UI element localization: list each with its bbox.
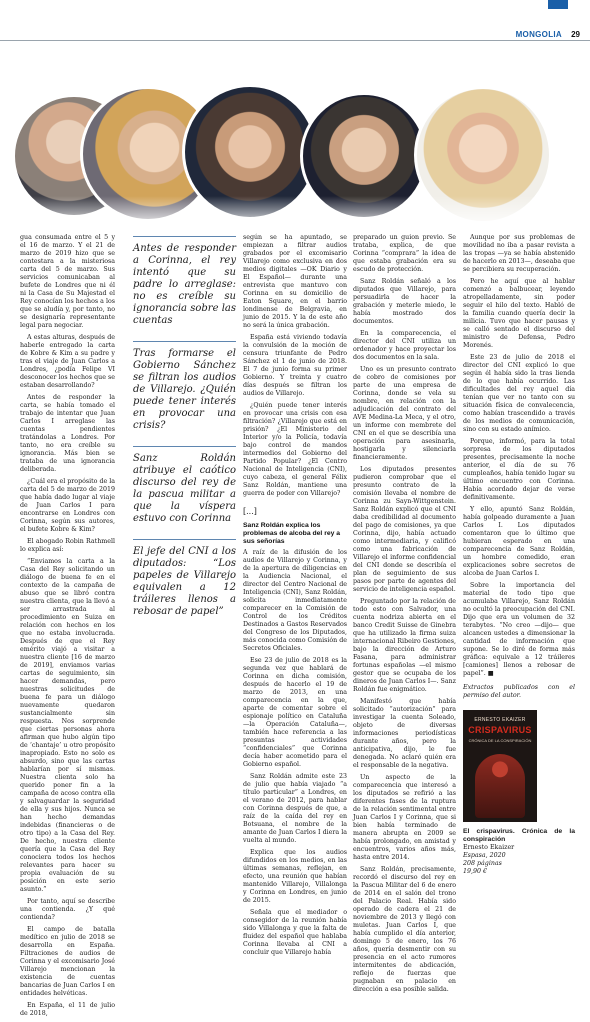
pull-quote-column <box>133 234 236 632</box>
book-cover-author: ERNESTO EKAIZER <box>474 717 526 723</box>
paragraph: Preguntado por la relación de todo esto con Salvador, una cuenta nodriza abierta en el banco Credit Suisse de Ginebra que ha utilizado la firma suiza internacional Ribeiro Gestiones, bajo la dirección de Arturo Fasana, para administrar fortunas españolas —el mismo gestor que se ocupaba de los dineros de Juan Carlos I—. Sanz Roldán fue enigmático. <box>353 598 456 693</box>
paragraph: Porque, informó, para la total sorpresa de los diputados presentes, precisamente la noche anterior, el día de su 76 cumpleaños, había tenido lugar su último encuentro con Corinna. Había acordado dejar de verse definitivamente. <box>463 438 575 501</box>
paragraph: gua consumada entre el 5 y el 16 de marzo. Y el 21 de marzo de 2019 hizo que se contestara a la misteriosa carta del 5 de marzo. Sus servicios comunicaban al bufete de Londres que ni él ni la Casa de Su Majestad el Rey conocían los hechos a los que se aludía y, por tanto, no se designaría representante legal para negociar. <box>20 234 115 329</box>
pull-quote: El jefe del CNI a los diputados: “Los papeles de Villarejo equivalen a 12 tráileres llenos a rebosar de papel” <box>133 539 236 618</box>
book-title: El crispavirus. Crónica de la conspiración <box>463 828 575 843</box>
article-column-5 <box>463 234 575 876</box>
paragraph: ¿Cuál era el propósito de la carta del 5 de marzo de 2019 que había dado lugar al viaje de Juan Carlos I para encontrarse en Londres con Corinna, según sus autores, el bufete Kobre & Kim? <box>20 478 116 533</box>
paragraph: Este 23 de julio de 2018 el director del CNI explicó lo que según él había sido la tras lienda de lo que había ocurrido. Las dificultades del rey aquel día tenían que ver no tanto con su situación física de convalecencia, como habían trascendido a través de los medios de comunicación, sino con su estado anímico. <box>463 354 575 433</box>
paragraph: Manifestó que había solicitado “autorización” para investigar la cuenta Soleado, objeto de diversas informaciones periodísticas durante años, pero la anticipativa, dijo, le fue denegada. No aclaró quién era el responsable de la negativa. <box>353 698 456 769</box>
paragraph: El campo de batalla medítico en julio de 2018 se desarrolla en España. Filtraciones de audios de Corinna y el excomisario José Villarejo mencionan la existencia de cuentas bancarias de Juan Carlos I en entidades helvéticas. <box>20 926 115 997</box>
book-cover-title: CRISPAVIRUS <box>468 725 532 735</box>
paragraph: Sanz Roldán, precisamente, recordó el discurso del rey en la Pascua Militar del 6 de enero de 2014 en el salón del trono del Palacio Real. Había sido operado de cadera el 21 de noviembre de 2013 y llegó con muletas. Juan Carlos I, que había cumplido el día anterior, domingo 5 de enero, los 76 años, quería desmentir con su presencia en el acto rumores intermitentes de abdicación, reflejo de fuerzas que pugnaban en palacio en dirección a esa posible salida. <box>353 866 456 993</box>
section-tag: MONGOLIA <box>515 30 562 39</box>
pull-quote: Sanz Roldán atribuye el caótico discurso del rey de la pascua militar a que la víspera estuvo con Corinna <box>133 446 236 525</box>
book-cover-subtitle: CRÓNICA DE LA CONSPIRACIÓN <box>468 738 532 743</box>
paragraph: España está viviendo todavía la convulsión de la moción de censura triunfante de Pedro Sánchez el 1 de junio de 2018. El 7 de junio forma su primer Gobierno. Y treinta y cuatro días después se filtran los audios de Villarejo. <box>243 334 347 397</box>
quote-paragraph: “Enviamos la carta a la Casa del Rey solicitando un diálogo de buena fe en el contexto de la campaña de abuso que se libró contra nuestra clienta, que la llevó a ser arrastrada al procedimiento en Suiza en relación con hechos en los que no estaba involucrada. Después de que el Rey emérito viajó a visitar a nuestra cliente [16 de marzo de 2019], enviamos varias cartas de seguimiento, sin hacer demandas, pero nuestras solicitudes de buena fe para un diálogo nuevamente quedaron sustancialmente sin respuesta. Nos sorprende que ciertas personas ahora afirman que hubo algún tipo de ‘chantaje’ u otro propósito inapropiado. Esto no solo es absurdo, sino que las cartas hablarían por sí mismas. Nuestra clienta solo ha querido poner fin a la campaña de acoso contra ella y salvaguardar la seguridad de ella y sus hijos. Nunca se han hecho demandas indebidas (financieras o de otro tipo) a la Casa del Rey. De hecho, nuestra cliente quería que la Casa del Rey conociera todos los hechos relevantes para hacer su propia evaluación de su posición en este serio asunto.” <box>20 558 115 893</box>
pull-quote: Antes de responder a Corinna, el rey intentó que su padre lo arreglase: no es creíble su ignorancia sobre las cuentas <box>133 236 236 327</box>
paragraph: Ese 23 de julio de 2018 es la segunda vez que hablará de Corinna en dicha comisión, después de hacerlo el 19 de marzo de 2013, en una comparecencia en la que, aparte de comentar sobre el espionaje político en Cataluña —la Operación Cataluña—, también hace referencia a las presuntas actividades “confidenciales” que Corinna decía haber acometido para el Gobierno español. <box>243 657 347 768</box>
paragraph: según se ha apuntado, se empiezan a filtrar audios grabados por el excomisario Villarejo como exclusiva en dos medios digitales —OK Diario y El Español— durante una entrevista que mantuvo con Corinna en su domicilio de Eaton Square, en el barrio londinense de Belgravia, en junio de 2015. Y la de este año no será la única grabación. <box>243 234 347 329</box>
paragraph: Por tanto, aquí se describe una contienda. ¿Y qué contienda? <box>20 898 115 921</box>
paragraph: Y ello, apuntó Sanz Roldán, había golpeado duramente a Juan Carlos I. Los diputados comentaron que lo último que hubieran esperado en una comparecencia de Sanz Roldán, un hombre comedido, eran explicaciones sobre secretos de alcoba de Juan Carlos I. <box>463 506 575 577</box>
paragraph: Un aspecto de la comparecencia que interesó a los diputados se refirió a las diferentes fases de la ruptura de la relación sentimental entre Juan Carlos I y Corinna, que si bien había terminado de manera abrupta en 2009 se había prolongado, en amistad y encuentros, varios años más, hasta entre 2014. <box>353 774 456 861</box>
page-header <box>0 0 590 41</box>
paragraph: Antes de responder la carta, se había tomado el trabajo de intentar que Juan Carlos I arreglase las cuentas pendientes tratándolas a Londres. Por tanto, no era creíble su ignorancia. Más bien se trataba de una ignorancia deliberada. <box>20 394 115 473</box>
page-number: 29 <box>571 30 580 39</box>
article-column-4 <box>353 234 456 998</box>
book-cover-figure <box>475 754 525 818</box>
portrait-strip <box>0 56 590 232</box>
header-accent-box <box>548 0 568 9</box>
paragraph: Sobre la importancia del material de todo tipo que acumulaba Villarejo, Sanz Roldán no ocultó la preocupación del CNI. Dijo que era un volumen de 32 terabytes. “No creo —dijo— que alcancen ustedes a dimensionar la cantidad de información que supone. Se lo diré de forma más gráfica: equivale a 12 tráileres [camiones] llenos a rebosar de papel”. ■ <box>463 582 575 677</box>
paragraph: En la comparecencia, el director del CNI utiliza un ordenador y hace proyectar los dos documentos en la sala. <box>353 330 456 361</box>
paragraph: Sanz Roldán señaló a los diputados que Villarejo, para persuadirla de hacer la grabación y meterle miedo, le había mostrado dos documentos. <box>353 278 456 325</box>
paragraph: Explica que los audios difundidos en los medios, en las últimas semanas, reflejan, en efecto, una reunión que habían mantenido Villarejo, Villalonga y Corinna en Londres, en junio de 2015. <box>243 849 347 904</box>
permission-credit: Extractos publicados con el permiso del autor. <box>463 684 575 699</box>
paragraph: El abogado Robin Rathmell lo explica así: <box>20 538 115 553</box>
book-cover <box>463 710 537 822</box>
paragraph: Aunque por sus problemas de movilidad no iba a pasar revista a las tropas —ya se había abstenido de hacerlo en 2013—, deseaba que se percibiera su recuperación. <box>463 234 575 273</box>
photo-fade <box>0 196 590 230</box>
paragraph: Los diputados presentes pudieron comprobar que el presunto contrato de la comisión llevaba el nombre de Corinna zu Sayn-Wittgenstein. Sanz Roldán explicó que el CNI daba credibilidad al documento del pago de comisiones, ya que Corinna, dijo, había actuado como intermediaria, y calificó como una fabricación de Villarejo el informe confidencial del CNI donde se describía el plan de seguimiento de sus pasos por parte de agentes del servicio de inteligencia español. <box>353 466 456 593</box>
paragraph: A raíz de la difusión de los audios de Villarejo y Corinna, y de la apertura de diligencias en la Audiencia Nacional, el director del Centro Nacional de Inteligencia (CNI), Sanz Roldán, solicita inmediatamente comparecer en la Comisión de Control de los Créditos Destinados a Gastos Reservados del Congreso de los Diputados, más conocida como Comisión de Secretos Oficiales. <box>243 549 347 652</box>
book-pages: 208 páginas <box>463 860 502 867</box>
paragraph: En España, el 11 de julio de 2018, <box>20 1002 115 1017</box>
paragraph: Señala que el mediador o consegidor de la reunión había sido Villalonga y que la falta de fluidez del español que hablaba Corinna llevaba al CNI a concluir que Villarejo había <box>243 909 347 956</box>
article-column-3 <box>243 234 347 961</box>
pull-quote: Tras formarse el Gobierno Sánchez se filtran los audios de Villarejo. ¿Quién puede tener interés en provocar una crisis? <box>133 341 236 432</box>
book-price: 19,90 € <box>463 868 488 875</box>
paragraph: ¿Quién puede tener interés en provocar una crisis con esa filtración? ¿Villarejo que está en prisión? ¿El Ministerio del Interior y/o la Policía, todavía bajo control de mandos intermedios del Gobierno del Partido Popular? ¿El Centro Nacional de Inteligencia (CNI), cuyo cabeza, el general Félix Sanz Roldán, mantiene una guerra de poder con Villarejo? <box>243 402 347 497</box>
book-publisher: Espasa, 2020 <box>463 852 506 859</box>
book-info <box>463 828 575 876</box>
article-column-1 <box>20 234 115 1022</box>
paragraph: Sanz Roldán admite este 23 de julio que había viajado “a título particular” a Londres, en el verano de 2012, para hablar con Corinna después de que, a raíz de la caída del rey en Botsuana, el nombre de la amante de Juan Carlos I diera la vuelta al mundo. <box>243 773 347 844</box>
book-author: Ernesto Ekaizer <box>463 844 515 851</box>
paragraph: A estas alturas, después de haberle entregado la carta de Kobre & Kim a su padre y tras el viaje de Juan Carlos a Londres, ¿podía Felipe VI desconocer los hechos que se estaban desarrollando? <box>20 334 115 389</box>
section-subhead: Sanz Roldán explica los problemas de alcoba del rey a sus señorías <box>243 522 341 545</box>
paragraph: preparado un guion previo. Se trataba, explica, de que Corinna “comprara” la idea de que estaba grabación era su escudo de protección. <box>353 234 456 273</box>
paragraph: Pero he aquí que al hablar comenzó a balbucear, leyendo atropelladamente, sin poder seguir el hilo del texto. Habló de la familia cuando quería decir la milicia. Tuvo que hacer pausas y se calló sentado el discurso del ministro de Defensa, Pedro Morenés. <box>463 278 575 349</box>
ellipsis-gap: [...] <box>243 507 257 516</box>
paragraph: Uno es un presunto contrato de cobro de comisiones por parte de una empresa de Corinna, donde se vela su nombre, en relación con la adjudicación del contrato del AVE Medina-La Meca, y el otro, un informe con membrete del CNI en el que se describía una operación para asesinarla, hostigarla y silenciarla financieramente. <box>353 366 456 461</box>
